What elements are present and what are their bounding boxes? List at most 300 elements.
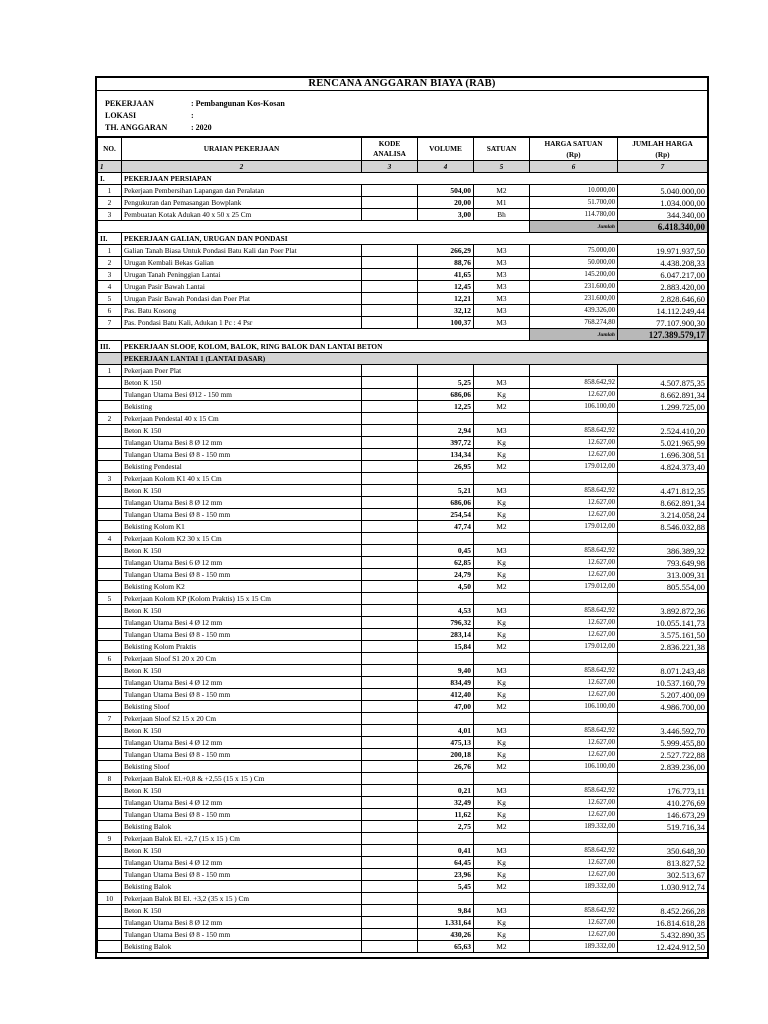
row-number [98,809,122,821]
satuan-value: M3 [474,785,530,797]
jumlah-harga-value: 8.546.032,88 [618,521,708,533]
volume-value: 0,45 [418,545,474,557]
volume-value: 26,76 [418,761,474,773]
harga-satuan-value: 189.332,00 [530,941,618,953]
jumlah-harga-value: 4.507.875,35 [618,377,708,389]
work-group-row [98,653,708,665]
row-number [98,449,122,461]
satuan-value: M2 [474,461,530,473]
jumlah-harga-value: 4.824.373,40 [618,461,708,473]
uraian-pekerjaan: Pas. Batu Kosong [122,305,362,317]
satuan-value: Kg [474,449,530,461]
jumlah-harga-value: 2.524.410,20 [618,425,708,437]
row-number [98,677,122,689]
kode-analisa-cell [362,581,418,593]
volume-cell [418,773,474,785]
kode-analisa-cell [362,473,418,485]
volume-value: 12,25 [418,401,474,413]
satuan-value: Kg [474,917,530,929]
satuan-cell [474,593,530,605]
volume-value: 5,45 [418,881,474,893]
volume-cell [418,593,474,605]
table-row [98,509,708,521]
kode-analisa-cell [362,533,418,545]
jumlah-harga-cell [618,653,708,665]
harga-satuan-value: 439.326,00 [530,305,618,317]
jumlah-harga-value: 14.112.249,44 [618,305,708,317]
work-group-title: Pekerjaan Pendestal 40 x 15 Cm [122,413,362,425]
kode-analisa-cell [362,677,418,689]
row-number: 4 [98,533,122,545]
table-row [98,281,708,293]
rab-sheet [95,76,709,959]
table-row [98,677,708,689]
satuan-value: M3 [474,293,530,305]
satuan-value: Kg [474,497,530,509]
kode-analisa-cell [362,941,418,953]
row-number: 1 [98,185,122,197]
harga-satuan-cell [530,365,618,377]
satuan-cell [474,533,530,545]
jumlah-harga-value: 2.527.722,88 [618,749,708,761]
harga-satuan-value: 12.627,00 [530,497,618,509]
harga-satuan-cell [530,473,618,485]
jumlah-harga-value: 3.446.592,70 [618,725,708,737]
harga-satuan-value: 231.600,00 [530,281,618,293]
uraian-pekerjaan: Pas. Pondasi Batu Kali, Adukan 1 Pc : 4 Psr [122,317,362,329]
volume-value: 254,54 [418,509,474,521]
kode-analisa-cell [362,833,418,845]
jumlah-harga-value: 2.828.646,60 [618,293,708,305]
volume-value: 5,21 [418,485,474,497]
jumlah-harga-value: 77.107.900,30 [618,317,708,329]
uraian-pekerjaan: Tulangan Utama Besi Ø 8 - 150 mm [122,749,362,761]
satuan-value: M2 [474,401,530,413]
volume-cell [418,473,474,485]
harga-satuan-cell [530,533,618,545]
harga-satuan-value: 12.627,00 [530,557,618,569]
harga-satuan-value: 858.642,92 [530,605,618,617]
kode-analisa-cell [362,557,418,569]
kode-analisa-cell [362,317,418,329]
row-number [98,425,122,437]
volume-value: 24,79 [418,569,474,581]
satuan-value: M3 [474,377,530,389]
kode-analisa-cell [362,185,418,197]
volume-value: 2,94 [418,425,474,437]
volume-value: 88,76 [418,257,474,269]
jumlah-harga-value: 4.986.700,00 [618,701,708,713]
row-number [98,749,122,761]
harga-satuan-value: 106.100,00 [530,761,618,773]
kode-analisa-cell [362,725,418,737]
satuan-value: Kg [474,437,530,449]
satuan-value: Kg [474,749,530,761]
kode-analisa-cell [362,245,418,257]
volume-cell [418,365,474,377]
harga-satuan-cell [530,893,618,905]
info-value: : 2020 [191,123,212,132]
harga-satuan-value: 12.627,00 [530,509,618,521]
row-number [98,401,122,413]
satuan-value: M2 [474,821,530,833]
subtotal-label: Jumlah [530,221,618,233]
harga-satuan-value: 189.332,00 [530,881,618,893]
jumlah-harga-value: 350.648,30 [618,845,708,857]
work-group-row [98,593,708,605]
row-number: 5 [98,593,122,605]
uraian-pekerjaan: Beton K 150 [122,545,362,557]
satuan-value: Kg [474,809,530,821]
volume-value: 62,85 [418,557,474,569]
volume-value: 796,32 [418,617,474,629]
jumlah-harga-value: 8.452.266,28 [618,905,708,917]
volume-value: 9,40 [418,665,474,677]
harga-satuan-value: 12.627,00 [530,629,618,641]
satuan-value: Kg [474,737,530,749]
jumlah-harga-value: 3.575.161,50 [618,629,708,641]
work-group-row [98,533,708,545]
uraian-pekerjaan: Tulangan Utama Besi Ø 8 - 150 mm [122,809,362,821]
jumlah-harga-value: 3.892.872,36 [618,605,708,617]
jumlah-harga-value: 2.883.420,00 [618,281,708,293]
harga-satuan-cell [530,713,618,725]
row-number [98,821,122,833]
volume-value: 32,49 [418,797,474,809]
satuan-value: Kg [474,929,530,941]
volume-value: 23,96 [418,869,474,881]
row-number [98,761,122,773]
jumlah-harga-value: 5.999.455,80 [618,737,708,749]
volume-cell [418,713,474,725]
uraian-pekerjaan: Beton K 150 [122,377,362,389]
table-row [98,581,708,593]
satuan-cell [474,713,530,725]
harga-satuan-value: 12.627,00 [530,569,618,581]
row-number: 4 [98,281,122,293]
table-row [98,725,708,737]
harga-satuan-value: 231.600,00 [530,293,618,305]
row-number: 2 [98,257,122,269]
row-number: 1 [98,365,122,377]
row-number [98,569,122,581]
satuan-value: M2 [474,581,530,593]
volume-value: 15,84 [418,641,474,653]
volume-cell [418,893,474,905]
kode-analisa-cell [362,257,418,269]
table-row [98,389,708,401]
uraian-pekerjaan: Beton K 150 [122,605,362,617]
uraian-pekerjaan: Beton K 150 [122,665,362,677]
table-row [98,449,708,461]
subtotal-label: Jumlah [530,329,618,341]
volume-cell [418,653,474,665]
satuan-value: Kg [474,689,530,701]
uraian-pekerjaan: Tulangan Utama Besi 4 Ø 12 mm [122,797,362,809]
volume-value: 266,29 [418,245,474,257]
table-row [98,197,708,209]
row-number [98,917,122,929]
row-number: 7 [98,317,122,329]
row-number [98,737,122,749]
row-number [98,485,122,497]
info-label: PEKERJAAN [105,99,154,108]
row-number [98,497,122,509]
volume-value: 686,06 [418,497,474,509]
satuan-value: Bh [474,209,530,221]
volume-value: 11,62 [418,809,474,821]
work-group-row [98,413,708,425]
project-info [97,91,707,137]
jumlah-harga-value: 805.554,00 [618,581,708,593]
jumlah-harga-value: 146.673,29 [618,809,708,821]
kode-analisa-cell [362,545,418,557]
satuan-value: M2 [474,185,530,197]
row-number [98,581,122,593]
kode-analisa-cell [362,197,418,209]
harga-satuan-value: 12.627,00 [530,917,618,929]
jumlah-harga-value: 1.696.308,51 [618,449,708,461]
satuan-value: Kg [474,857,530,869]
column-index: 5 [474,161,530,173]
harga-satuan-value: 179.012,00 [530,641,618,653]
table-row [98,497,708,509]
volume-value: 26,95 [418,461,474,473]
row-number [98,641,122,653]
satuan-cell [474,893,530,905]
work-group-row [98,833,708,845]
volume-value: 12,21 [418,293,474,305]
satuan-value: M2 [474,521,530,533]
volume-value: 686,06 [418,389,474,401]
jumlah-harga-value: 1.034.000,00 [618,197,708,209]
kode-analisa-cell [362,737,418,749]
kode-analisa-cell [362,485,418,497]
table-row [98,701,708,713]
row-number [98,521,122,533]
harga-satuan-value: 106.100,00 [530,401,618,413]
table-row [98,305,708,317]
harga-satuan-value: 10.000,00 [530,185,618,197]
table-row [98,257,708,269]
harga-satuan-value: 12.627,00 [530,857,618,869]
row-number [98,725,122,737]
jumlah-harga-value: 8.071.243,48 [618,665,708,677]
table-row [98,545,708,557]
harga-satuan-cell [530,413,618,425]
uraian-pekerjaan: Bekisting Sloof [122,701,362,713]
volume-value: 100,37 [418,317,474,329]
harga-satuan-value: 858.642,92 [530,845,618,857]
kode-analisa-cell [362,905,418,917]
satuan-value: M3 [474,605,530,617]
table-row [98,809,708,821]
kode-analisa-cell [362,617,418,629]
uraian-pekerjaan: Tulangan Utama Besi Ø 8 - 150 mm [122,869,362,881]
jumlah-harga-value: 344.340,00 [618,209,708,221]
row-number [98,461,122,473]
info-value: : [191,111,194,120]
kode-analisa-cell [362,773,418,785]
satuan-value: M3 [474,425,530,437]
kode-analisa-cell [362,881,418,893]
harga-satuan-value: 12.627,00 [530,617,618,629]
kode-analisa-cell [362,689,418,701]
satuan-value: Kg [474,869,530,881]
work-group-row [98,473,708,485]
satuan-value: M2 [474,641,530,653]
jumlah-harga-value: 6.047.217,00 [618,269,708,281]
jumlah-harga-cell [618,533,708,545]
jumlah-harga-value: 8.662.891,34 [618,389,708,401]
jumlah-harga-cell [618,833,708,845]
row-number: 5 [98,293,122,305]
table-row [98,629,708,641]
volume-value: 4,50 [418,581,474,593]
header-kode-line1: KODE [378,139,401,148]
subsection-header-row [98,353,708,365]
column-index: 2 [122,161,362,173]
kode-analisa-cell [362,749,418,761]
satuan-value: Kg [474,629,530,641]
kode-analisa-cell [362,821,418,833]
harga-satuan-value: 75.000,00 [530,245,618,257]
jumlah-harga-cell [618,893,708,905]
uraian-pekerjaan: Bekisting [122,401,362,413]
row-number [98,797,122,809]
table-row [98,209,708,221]
rab-table [97,137,708,953]
jumlah-harga-value: 16.814.618,28 [618,917,708,929]
uraian-pekerjaan: Bekisting Kolom Praktis [122,641,362,653]
uraian-pekerjaan: Tulangan Utama Besi 8 Ø 12 mm [122,497,362,509]
jumlah-harga-value: 4.471.812,35 [618,485,708,497]
harga-satuan-value: 106.100,00 [530,701,618,713]
kode-analisa-cell [362,641,418,653]
table-row [98,785,708,797]
satuan-value: M1 [474,197,530,209]
kode-analisa-cell [362,365,418,377]
kode-analisa-cell [362,785,418,797]
row-number: 10 [98,893,122,905]
volume-value: 9,84 [418,905,474,917]
header-kode-line2: ANALISA [373,149,406,158]
section-title: PEKERJAAN GALIAN, URUGAN DAN PONDASI [122,233,708,245]
harga-satuan-value: 114.780,00 [530,209,618,221]
harga-satuan-value: 858.642,92 [530,785,618,797]
satuan-cell [474,365,530,377]
jumlah-harga-cell [618,413,708,425]
table-row [98,245,708,257]
kode-analisa-cell [362,593,418,605]
satuan-value: M3 [474,905,530,917]
kode-analisa-cell [362,281,418,293]
satuan-value: M3 [474,281,530,293]
volume-value: 412,40 [418,689,474,701]
table-row [98,689,708,701]
jumlah-harga-value: 813.827,52 [618,857,708,869]
kode-analisa-cell [362,389,418,401]
volume-value: 134,34 [418,449,474,461]
work-group-row [98,713,708,725]
volume-value: 283,14 [418,629,474,641]
satuan-value: M2 [474,701,530,713]
table-row [98,905,708,917]
harga-satuan-value: 189.332,00 [530,821,618,833]
uraian-pekerjaan: Bekisting Balok [122,881,362,893]
harga-satuan-value: 12.627,00 [530,869,618,881]
column-index: 4 [418,161,474,173]
kode-analisa-cell [362,461,418,473]
document-title: RENCANA ANGGARAN BIAYA (RAB) [97,78,707,91]
header-satuan: SATUAN [474,138,530,161]
row-number: 3 [98,209,122,221]
uraian-pekerjaan: Bekisting Kolom K2 [122,581,362,593]
harga-satuan-value: 858.642,92 [530,665,618,677]
jumlah-harga-value: 5.432.890,35 [618,929,708,941]
uraian-pekerjaan: Tulangan Utama Besi 8 Ø 12 mm [122,917,362,929]
volume-value: 32,12 [418,305,474,317]
kode-analisa-cell [362,869,418,881]
header-harga-satuan: HARGA SATUAN [530,138,618,150]
section-title: PEKERJAAN PERSIAPAN [122,173,708,185]
uraian-pekerjaan: Urugan Kembali Bekas Galian [122,257,362,269]
row-number: 6 [98,653,122,665]
uraian-pekerjaan: Tulangan Utama Besi Ø 8 - 150 mm [122,569,362,581]
table-row [98,317,708,329]
row-number [98,845,122,857]
jumlah-harga-cell [618,593,708,605]
harga-satuan-value: 12.627,00 [530,677,618,689]
uraian-pekerjaan: Urugan Pasir Bawah Pondasi dan Poer Plat [122,293,362,305]
row-number [98,545,122,557]
uraian-pekerjaan: Beton K 150 [122,845,362,857]
column-index: 7 [618,161,708,173]
row-number: 9 [98,833,122,845]
uraian-pekerjaan: Beton K 150 [122,905,362,917]
kode-analisa-cell [362,665,418,677]
row-number: 8 [98,773,122,785]
harga-satuan-value: 858.642,92 [530,425,618,437]
satuan-value: M3 [474,305,530,317]
satuan-cell [474,473,530,485]
harga-satuan-value: 858.642,92 [530,545,618,557]
kode-analisa-cell [362,497,418,509]
info-value: : Pembangunan Kos-Kosan [191,99,285,108]
jumlah-harga-value: 8.662.891,34 [618,497,708,509]
info-label: TH. ANGGARAN [105,123,168,132]
satuan-value: Kg [474,557,530,569]
uraian-pekerjaan: Tulangan Utama Besi 4 Ø 12 mm [122,677,362,689]
table-row [98,293,708,305]
info-tahun-anggaran [105,122,212,133]
header-no: NO. [98,138,122,161]
table-row [98,797,708,809]
harga-satuan-value: 12.627,00 [530,449,618,461]
subtotal-spacer [98,329,530,341]
work-group-title: Pekerjaan Kolom K1 40 x 15 Cm [122,473,362,485]
uraian-pekerjaan: Bekisting Balok [122,821,362,833]
row-number [98,701,122,713]
uraian-pekerjaan: Tulangan Utama Besi Ø 8 - 150 mm [122,449,362,461]
volume-value: 834,49 [418,677,474,689]
volume-value: 47,74 [418,521,474,533]
volume-value: 0,21 [418,785,474,797]
volume-value: 65,63 [418,941,474,953]
row-number [98,437,122,449]
subtotal-value: 6.418.340,00 [618,221,708,233]
row-number: 7 [98,713,122,725]
